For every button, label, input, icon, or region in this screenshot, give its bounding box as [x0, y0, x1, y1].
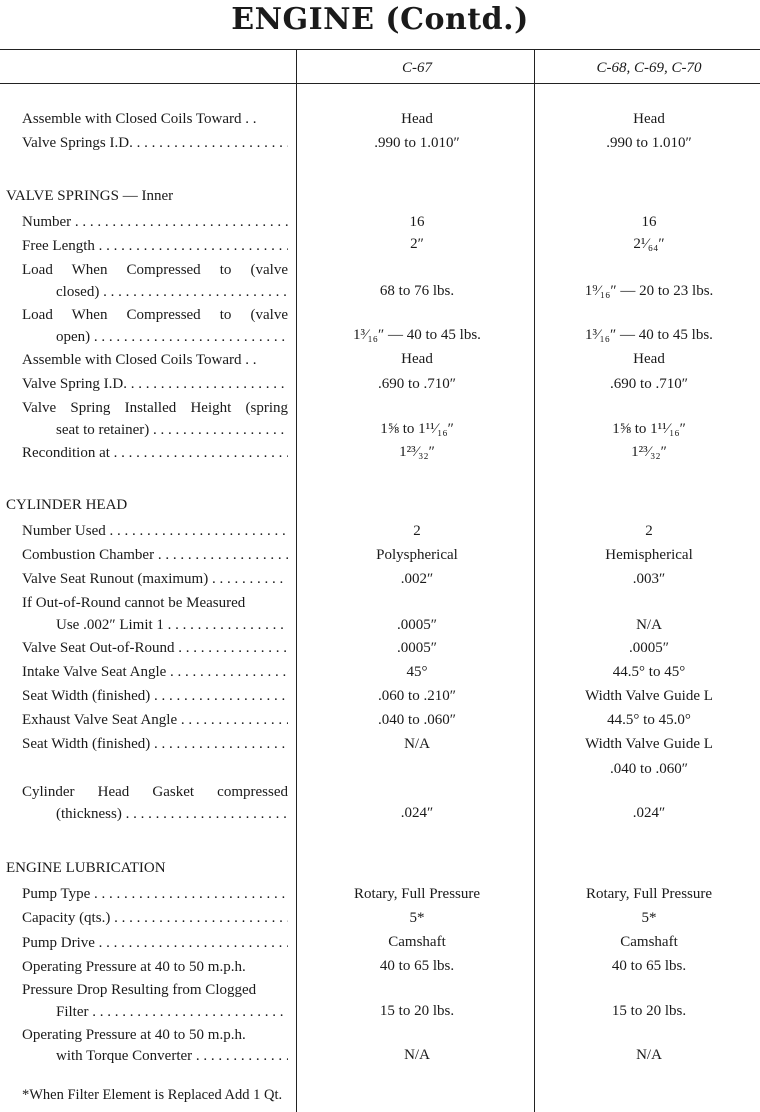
cell-c67: 40 to 65 lbs. [379, 958, 455, 974]
cell-c67: .990 to 1.010″ [374, 135, 460, 151]
section-heading-valve-springs: VALVE SPRINGS — Inner [6, 188, 174, 204]
row-label: Operating Pressure at 40 to 50 m.p.h. [22, 1027, 246, 1043]
cell-c67: Polyspherical [376, 547, 458, 563]
row-label: Recondition at . . . [22, 443, 288, 464]
row-label: Valve Spring Installed Height (spring [22, 400, 288, 416]
header-bottom-rule [0, 83, 760, 84]
row-label: Exhaust Valve Seat Angle . . . [22, 710, 288, 731]
cell-c67: 1²³⁄₃₂″ [399, 444, 435, 460]
column-header-c68-c70: C-68, C-69, C-70 [596, 60, 702, 76]
row-label: Assemble with Closed Coils Toward . . [22, 111, 257, 127]
cell-c67: .690 to .710″ [378, 376, 456, 392]
row-label: Pressure Drop Resulting from Clogged [22, 982, 257, 998]
cell-c67: 15 to 20 lbs. [379, 1003, 455, 1019]
row-label: Pump Drive . . . [22, 933, 288, 954]
cell-c68: 16 [641, 214, 657, 230]
cell-c67: 16 [409, 214, 425, 230]
column-divider-2 [534, 50, 535, 1112]
cell-c68: 1³⁄₁₆″ — 40 to 45 lbs. [585, 327, 713, 343]
cell-c67: Rotary, Full Pressure [353, 886, 481, 902]
row-label: Seat Width (finished) . . . [22, 686, 288, 707]
cell-c68: Width Valve Guide L [585, 736, 713, 752]
cell-c68: 1⁹⁄₁₆″ — 20 to 23 lbs. [584, 283, 714, 299]
row-label: Valve Seat Out-of-Round . . . [22, 638, 288, 659]
row-label: Operating Pressure at 40 to 50 m.p.h. [22, 959, 246, 975]
cell-c67: 5* [409, 910, 425, 926]
cell-c68: .0005″ [629, 640, 669, 656]
row-label: Number Used . . . [22, 521, 288, 542]
cell-c67: .024″ [400, 805, 434, 821]
cell-c67: .002″ [400, 571, 434, 587]
row-label: Number . . . [22, 212, 288, 233]
row-label: Cylinder Head Gasket compressed [22, 784, 288, 800]
cell-c67: N/A [404, 736, 430, 752]
row-label: Load When Compressed to (valve [22, 307, 288, 323]
cell-c68: .690 to .710″ [610, 376, 688, 392]
cell-c68: Hemispherical [605, 547, 693, 563]
row-label: open) . . . [56, 327, 288, 348]
cell-c67: 2″ [410, 236, 424, 252]
cell-c67: N/A [404, 1047, 430, 1063]
cell-c68: N/A [636, 1047, 662, 1063]
table-top-rule [0, 49, 760, 50]
cell-c67: .0005″ [397, 617, 437, 633]
cell-c67: 68 to 76 lbs. [379, 283, 455, 299]
column-divider-1 [296, 50, 297, 1112]
page-title: ENGINE (Contd.) [231, 2, 529, 37]
cell-c68: 1²³⁄₃₂″ [631, 444, 667, 460]
cell-c67: 2 [413, 523, 421, 539]
cell-c68: Head [633, 111, 665, 127]
row-label: Use .002″ Limit 1 . . . [56, 615, 288, 636]
cell-c68: .003″ [632, 571, 666, 587]
cell-c67: .0005″ [397, 640, 437, 656]
cell-c68: Rotary, Full Pressure [585, 886, 713, 902]
row-label: seat to retainer) . . . [56, 420, 288, 441]
section-heading-lubrication: ENGINE LUBRICATION [6, 860, 166, 876]
cell-c67: 45° [406, 664, 428, 680]
row-label: Filter . . . [56, 1002, 288, 1023]
row-label: Free Length . . . [22, 236, 288, 257]
cell-c68: N/A [636, 617, 662, 633]
cell-c68: 2¹⁄₆₄″ [633, 236, 665, 252]
row-label: Valve Spring I.D. . . . [22, 374, 288, 395]
cell-c67: Camshaft [388, 934, 446, 950]
cell-c68: .024″ [632, 805, 666, 821]
cell-c68: .990 to 1.010″ [606, 135, 692, 151]
row-label: Valve Seat Runout (maximum) . . . [22, 569, 288, 590]
cell-c68: 1⅝ to 1¹¹⁄₁₆″ [612, 421, 686, 437]
row-label: Load When Compressed to (valve [22, 262, 288, 278]
cell-c67: Head [401, 351, 433, 367]
cell-c67: .040 to .060″ [378, 712, 456, 728]
cell-c68: Head [633, 351, 665, 367]
cell-c68: Camshaft [620, 934, 678, 950]
cell-c68: 15 to 20 lbs. [611, 1003, 687, 1019]
cell-c68: 2 [645, 523, 653, 539]
cell-c68: 44.5° to 45° [612, 664, 686, 680]
row-label: Combustion Chamber . . . [22, 545, 288, 566]
cell-c67: 1³⁄₁₆″ — 40 to 45 lbs. [353, 327, 481, 343]
row-label: (thickness) . . . [56, 804, 288, 825]
row-label: If Out-of-Round cannot be Measured [22, 595, 246, 611]
row-label: Valve Springs I.D. . . . [22, 133, 288, 154]
cell-c68: .040 to .060″ [610, 761, 688, 777]
cell-c68: 44.5° to 45.0° [607, 712, 691, 728]
cell-c68: 40 to 65 lbs. [611, 958, 687, 974]
cell-c67: .060 to .210″ [378, 688, 456, 704]
cell-c68: Width Valve Guide L [585, 688, 713, 704]
row-label: Pump Type . . . [22, 884, 288, 905]
column-header-c67: C-67 [402, 60, 432, 76]
cell-c67: 1⅝ to 1¹¹⁄₁₆″ [380, 421, 454, 437]
row-label: with Torque Converter . . . [56, 1046, 288, 1067]
cell-c67: Head [401, 111, 433, 127]
row-label: closed) . . . [56, 282, 288, 303]
section-heading-cylinder-head: CYLINDER HEAD [6, 497, 128, 513]
row-label: Intake Valve Seat Angle . . . [22, 662, 288, 683]
row-label: Seat Width (finished) . . . [22, 734, 288, 755]
row-label: Capacity (qts.) . . . [22, 908, 288, 929]
footnote: *When Filter Element is Replaced Add 1 Qt. [22, 1087, 283, 1103]
row-label: Assemble with Closed Coils Toward . . [22, 352, 257, 368]
cell-c68: 5* [641, 910, 657, 926]
